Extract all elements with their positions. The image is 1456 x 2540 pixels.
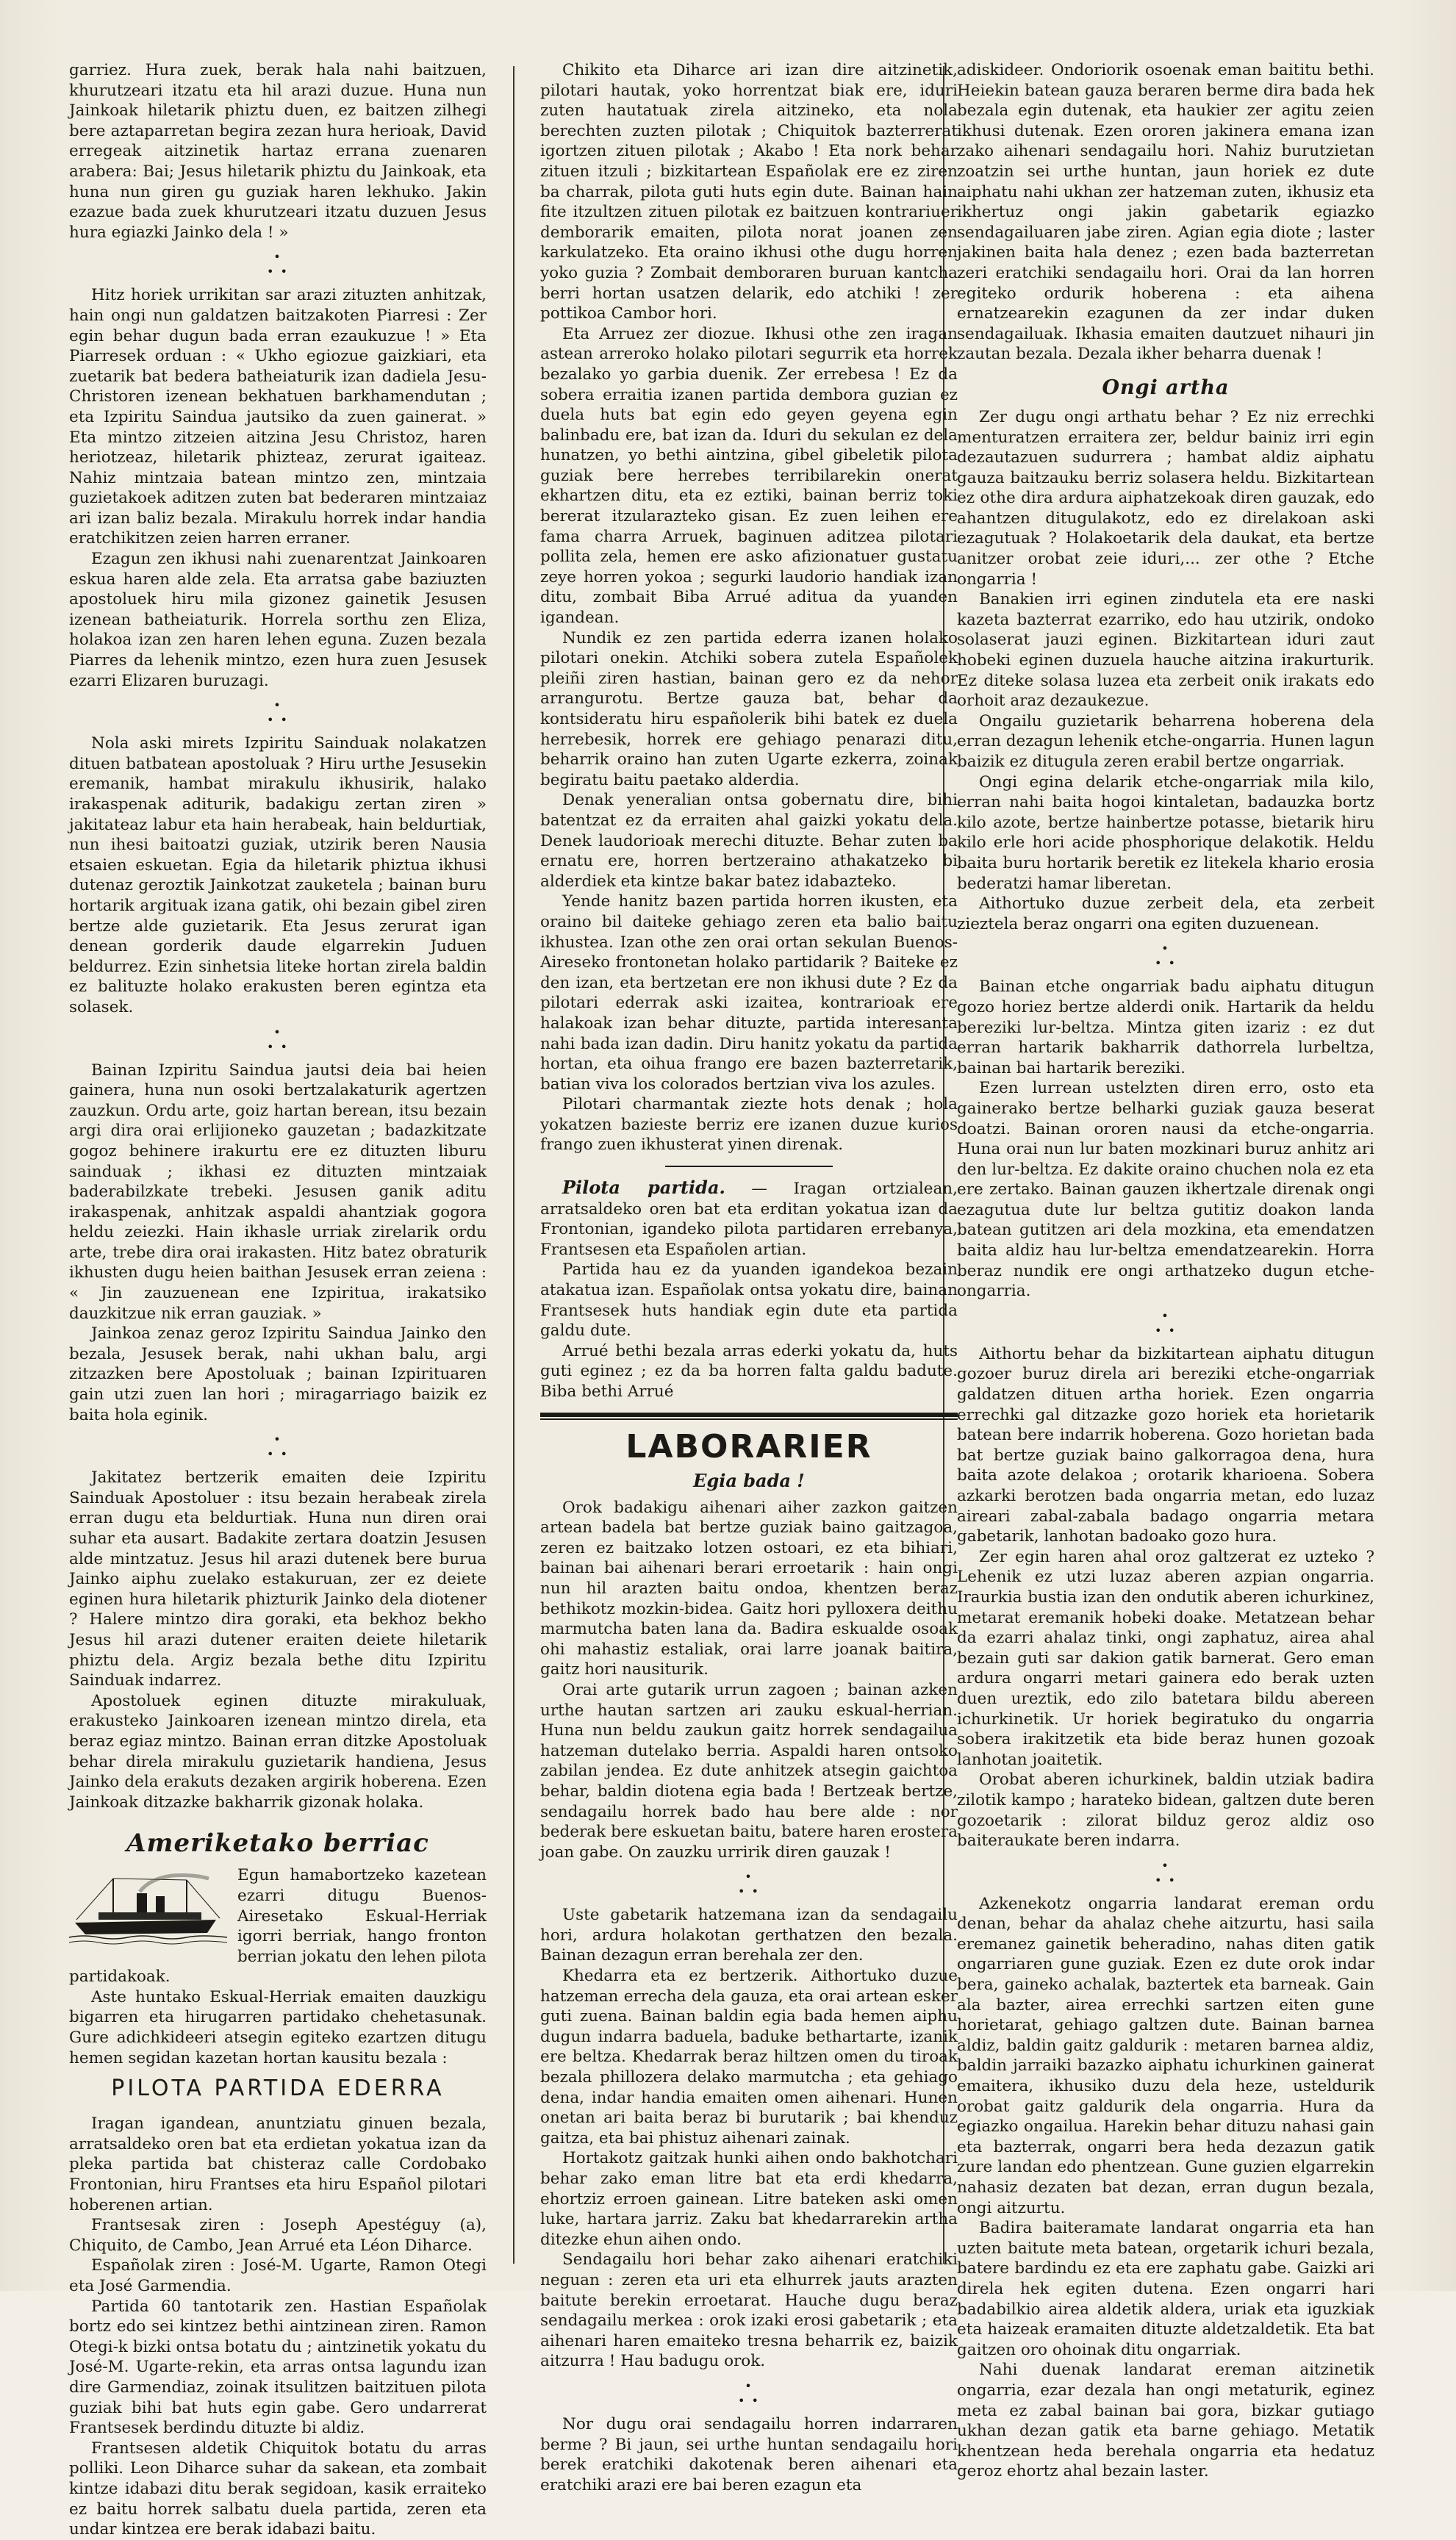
paragraph: Ezen lurrean ustelzten diren erro, osto eta gainerako bertze belharki guziak gauza beserat doatzi. Bainan ororen nausi da etche-ongarria. Huna orai nun lur baten mozkinari buruz anhitz ari den lur-beltza. Ez dakite oraino chuchen nola ez eta ere zertako. Bainan gauzen ikhertzale direnak ongi ezagutua dute lur beltza gutitiz doakon landa batean gutitzen ari dela mozkina, eta emendatzen baita aldiz hau lur-beltza emendatzearekin. Horra beraz nundik ere ongi arthatzeko dugun etche-ongarria. <box>957 1079 1374 1301</box>
paragraph: Badira baiteramate landarat ongarria eta han uzten baitute meta batean, orgetarik ichuri bezala, batere bardindu ez eta ere zaphatu gabe. Gaizki ari direla hek egiten dutena. Ezen ongarri hari badabilkio airea aldetik aldera, uriak eta iguzkiak eta haizeak eramaiten dituzte aldetzaldetik. Eta bat gaitzen oro ohoinak ditu ongarriak. <box>957 2219 1374 2359</box>
paragraph: Apostoluek eginen dituzte mirakuluak, erakusteko Jainkoaren izenean mintzo direla, eta beraz egiaz mintzo. Bainan erran ditzke Apostoluak behar direla mirakulu guzietarik handiena, Jesus Jainko dela erakuts dezaken argirik hoberena. Ezen Jainkoak ditzazke bakharrik gizonak holaka. <box>69 1691 487 1812</box>
paragraph: Ongi egina delarik etche-ongarriak mila kilo, erran nahi baita hogoi kintaletan, badauzka bortz kilo azote, bertze hainbertze potasse, bietarik hiru kilo erle hori acide phosphorique delakotik. Heldu baita buru hortarik beretik ez litekela khario erosia bederatzi hamar liberetan. <box>957 772 1374 893</box>
paragraph: Egun hamabortzeko kazetean ezarri ditugu Buenos-Airesetako Eskual-Herriak igorri berriak, hango fronton berrian jokatu den lehen pilota partidakoak. <box>69 1866 487 1987</box>
heavy-rule <box>540 1413 958 1417</box>
paragraph: adiskideer. Ondoriorik osoenak eman baititu bethi. Heiekin batean gauza beraren berme dira bada hek bezala egin dutenak, eta haukier zer agitu zeien ikhusi dutenak. Ezen ororen jakinera emana izan zako aihenari sendagailu hori. Nahiz burutzietan zoatzin sei urthe huntan, jaun horiek ez dute aiphatu nahi ukhan zer hatzeman zuten, ikhusiz eta ikhertuz ongi jakin gabetarik egiazko sendagailuaren jabe ziren. Agian egia diote ; laster jakinen baita hala denez ; ezen bada bazterretan zeri eratchiki sendagailu hori. Orai da lan horren egiteko ordurik hoberena : eta aihena ernatzearekin ezagunen da zer indar duken sendagailuak. Ikhasia emaiten dautzuet nihauri jin zautan bezala. Dezala ikher beharra duenak ! <box>957 61 1374 364</box>
divider <box>665 1166 832 1167</box>
paragraph: Azkenekotz ongarria landarat ereman ordu denan, behar da ahalaz chehe aitzurtu, hasi saila eremanez gainetik beheradino, nahas diten gatik ongarriaren gune guziak. Ezen ez dute orok indar bera, gaineko achalak, baztertek eta barneak. Gain ala bazter, airea errechki sartzen eiten gune horietarat, gehiago galtzen dute. Bainan barnea aldiz, baldin gaitz galdurik : metaren barnea aldiz, baldin jarraiki bazazko aiphatu ichurkinen gainerat emaitera, ikhusiko duzu dela heze, usteldurik orobat gaitz galdurik dela ongarria. Hura da egiazko ongailua. Harekin behar dituzu nahasi gain eta bazterrak, ongarri bera heda dezazun gatik zure landan edo phentzean. Gune guzien elgarrekin nahasiz dezaten bat dezan, erran dugun bezala, ongi aitzurtu. <box>957 1894 1374 2217</box>
section-heading-pilota: PILOTA PARTIDA EDERRA <box>111 2076 445 2102</box>
paragraph: Ezagun zen ikhusi nahi zuenarentzat Jainkoaren eskua haren alde zela. Eta arratsa gabe baziuzten apostoluek hiru mila gizonez gainetik Jesusen izenean batheiaturik. Horrela sorthu zen Eliza, holakoa izan zen haren lehen eguna. Zuzen bezala Piarres da lehenik mintzo, ezen hura zuen Jesusek ezarri Elizaren buruzagi. <box>69 550 487 690</box>
paragraph: Orobat aberen ichurkinek, baldin utziak badira zilotik kampo ; harateko bidean, galtzen dute beren gozoetarik : zilorat bilduz geroz aldiz oso baiteraukate beren indarra. <box>957 1771 1374 1851</box>
paragraph: Bainan Izpiritu Saindua jautsi deia bai heien gainera, huna nun osoki bertzalakaturik agertzen zauzkun. Ordu arte, goiz hartan berean, itsu bezain argi dira orai erlijioneko gauzetan ; badazkitzate gogoz behinere irakurtu ere ez dituzten liburu sainduak ; ikhasi ez dituzten mintzaiak baderabilzkate trebeki. Jesusen ganik aditu irakaspenak, anhitzak aspaldi ahantziak gogora heldu zeiezki. Hain ikhasle urriak zirelarik ordu arte, trebe dira orai irakasten. Hitz batez obraturik ikhusten dugu heien baithan Jesusek erran zeiena : « Jin zauzuenean ene Izpiritua, irakatsiko dauzkitzue nik erran gauziak. » <box>69 1061 487 1323</box>
paragraph: Banakien irri eginen zindutela eta ere naski kazeta bazterrat ezarriko, edo hau utzirik, ondoko solaserat jauzi eginen. Bizkitartean iduri zaut hobeki eginen duzuela hauche aitzina irakurturik. Ez diteke solasa luzea eta zerbeit onik irakats edo orhoit araz dezaukezue. <box>957 590 1374 711</box>
section-ornament: • • • <box>267 1432 289 1462</box>
section-heading-america: Ameriketako berriac <box>126 1829 429 1859</box>
paragraph: garriez. Hura zuek, berak hala nahi baitzuen, khurutzeari itzatu eta hil arazi duzue. Huna nun Jainkoak hiletarik phiztu duen, ez baitzen zilhegi bere aztaparretan begira zezan hura herioak, David erregeak aitzinetik hartaz errana zuenaren arabera: Bai; Jesus hiletarik phiztu du Jainkoak, eta huna nun giren gu guziak haren lekhuko. Jakin ezazue bada zuek khurutzeari itzatu duzuen Jesus hura egiazki Jainko dela ! » <box>69 61 487 242</box>
paragraph: Arrué bethi bezala arras ederki yokatu da, huts guti eginez ; ez da ba horren falta galdu badute. Biba bethi Arrué <box>540 1341 958 1401</box>
run-in-heading: Pilota partida. <box>562 1177 725 1199</box>
paragraph: Pilotari charmantak ziezte hots denak ; hola yokatzen bazieste berriz ere izanen duzue kurios frango zuen ikhusterat yinen direnak. <box>540 1095 958 1155</box>
section-ornament: • • • <box>1155 1308 1177 1338</box>
paragraph: Orai arte gutarik urrun zagoen ; bainan azken urthe hautan sartzen ari zauku eskual-herrian. Huna nun beldu zaukun gaitz horrek sendagailua hatzeman dutelako berria. Aspaldi haren ontsoko zabilan jendea. Ez dute anhitzek atsegin gaichtoa behar, baldin diotena egia bada ! Bertzeak bertze, sendagailu horrek bado hau bere alde : nor bederak bere eskuetan baitu, batere haren erostera joan gabe. On zauzku urririk diren gauzak ! <box>540 1680 958 1862</box>
paragraph: Frantsesak ziren : Joseph Apestéguy (a), Chiquito, de Cambo, Jean Arrué eta Léon Diharce. <box>69 2216 487 2255</box>
paragraph: Nola aski mirets Izpiritu Sainduak nolakatzen dituen batbatean apostoluak ? Hiru urthe Jesusekin eremanik, hambat mirakulu ikhusirik, halako irakaspenak aditurik, badakigu zertan ziren » jakitateaz labur eta hain herabeak, hain beldurtiak, nun ihesi baitoatzi guziak, utzirik beren Nausia etsaien eskuetan. Egia da hiletarik phiztua ikhusi dutenaz geroztik Jainkotzat zauketela ; bainan buru hortarik argituak izana gatik, ohi bezain gibel ziren bertze alde guzietarik. Eta Jesus zerurat igan denean gorderik daude elgarrekin Juduen beldurrez. Ezin sinhetsia liteke hortan zirela baldin ez balituzte holako erakusten beren egintza eta solasek. <box>69 734 487 1016</box>
paragraph: Frantsesen aldetik Chiquitok botatu du arras polliki. Leon Diharce suhar da sakean, eta zombait kintze idabazi ditu berak segidoan, kasik erraiteko ez baitu horrek salbatu duela partida, zeren eta undar kintzea ere berak idabazi baitu. <box>69 2439 487 2539</box>
paragraph: Uste gabetarik hatzemana izan da sendagailu hori, ardura holakotan gerthatzen den bezala. Bainan dezagun erran berehala zer den. <box>540 1906 958 1965</box>
section-ornament: • • • <box>267 698 289 728</box>
section-ornament: • • • <box>738 2378 760 2408</box>
paragraph: Zer dugu ongi arthatu behar ? Ez niz errechki menturatzen erraitera zer, beldur bainiz irri egin dezautazuen sudurrera ; hambat aldiz aiphatu gauza baitzauku berriz solasera heldu. Bizkitartean ez othe dira ardura aiphatzekoak diren gauzak, edo ahantzen ditugulakotz, edo ez direlakoan aski ezagutuak ? Holakoetarik dela daukat, eta bertze anitzer orobat zeie iduri,... zer othe ? Etche ongarria ! <box>957 407 1374 589</box>
paragraph: Orok badakigu aihenari aiher zazkon gaitzen artean badela bat bertze guziak baino gaitzagoa, zeren ez baitzako lotzen ostoari, ez eta bihiari, bainan bai aihenari berari erroetarik : hain ongi nun hil arazten baitu ondoa, khentzen beraz bethikotz mozkin-bidea. Gaitz hori pylloxera deithu marmutcha baten lana da. Badira eskualde osoak ohi mahastiz estaliak, orai larre joanak baitira, gaitz hori nausiturik. <box>540 1498 958 1679</box>
column-divider <box>513 66 514 2264</box>
section-heading-ongi-artha: Ongi artha <box>1102 376 1230 399</box>
paragraph: Khedarra eta ez bertzerik. Aithortuko duzue hatzeman errecha dela gauza, eta orai artean esker guti zuena. Bainan baldin egia bada hemen aiphu dugun indarra baduela, baduke bethartarte, izanik ere beltza. Khedarrak beraz hiltzen omen du tiroak bezala phillozera delako marmutcha ; eta gehiago dena, indar handia emaiten omen aihenari. Hunen onetan ari baita beraz bi burutarik ; bai khenduz gaitza, eta bai phistuz aihenari zainak. <box>540 1967 958 2148</box>
paragraph: Españolak ziren : José-M. Ugarte, Ramon Otegi eta José Garmendia. <box>69 2256 487 2295</box>
section-ornament: • • • <box>1155 941 1177 971</box>
paragraph: Jainkoa zenaz geroz Izpiritu Saindua Jainko den bezala, Jesusek berak, nahi ukhan balu, argi zitzazken bere Apostoluak ; bainan Izpirituaren gain utzi zuen lan hori ; miragarriago baizik ez baita hola eginik. <box>69 1324 487 1424</box>
paragraph: Denak yeneralian ontsa gobernatu dire, bihi batentzat ez da erraiten ahal gaizki yokatu dela. Denek laudorioak merechi dituzte. Behar zuten ba ernatu ere, horren bertzeraino athakatzeko bi alderdiek eta kintze bakar batez idabazteko. <box>540 791 958 891</box>
paragraph: Partida 60 tantotarik zen. Hastian Españolak bortz edo sei kintzez bethi aintzinean ziren. Ramon Otegi-k bizki ontsa botatu du ; aintzinetik yokatu du José-M. Ugarte-rekin, eta arras ontsa lagundu izan dire Garmendiaz, zoinak itsulitzen baitzituen pilota guziak bihi bat huts egin gabe. Gero undarrerat Frantsesek berdindu dituzte bi aldiz. <box>69 2297 487 2438</box>
steamship-illustration <box>69 1868 227 1948</box>
paragraph: Hortakotz gaitzak hunki aihen ondo bakhotchari behar zako eman litre bat eta erdi khedarra, ehortziz erroen gainean. Litre bateken aski omen luke, hartara jarriz. Zaku bat khedarrarekin artha ditezke ehun aihen ondo. <box>540 2149 958 2249</box>
column-2 <box>540 60 958 2494</box>
section-ornament: • • • <box>267 250 289 279</box>
paragraph: Nundik ez zen partida ederra izanen holako pilotari onekin. Atchiki sobera zutela Españolek pleiñi ziren hastian, bainan gero ez da nehor arrangurotu. Bertze gauza bat, behar da kontsideratu hiru españolerik bihi batek ez duela herrebesik, horrek ere gehiago penarazi ditu, beharrik oraino han zuten Ugarte ezkerra, zoinak begiratu baitu paetako alderdia. <box>540 628 958 789</box>
paragraph: Sendagailu hori behar zako aihenari eratchiki neguan : zeren eta uri eta elhurrek jauts arazten baitute berekin erroetarat. Hauche dugu beraz sendagailu merkea : orok izaki erosi gabetarik ; eta aihenari haren emaiteko tresna beharrik ez, baizik aitzurra ! Hau badugu orok. <box>540 2250 958 2371</box>
section-ornament: • • • <box>1155 1858 1177 1887</box>
paragraph: Jakitatez bertzerik emaiten deie Izpiritu Sainduak Apostoluer : itsu bezain herabeak zirela erran dugu eta beldurtiak. Huna nun diren orai suhar eta ausart. Badakite zertara doatzin Jesusen alde mintzatuz. Jesus hil arazi dutenek bere burua Jainko aiphu zuelako estakuruan, zer ez deiete eginen hura hiletarik phizturik Jainko dela diotener ? Halere mintzo dira goraki, eta bekhoz bekho Jesus hil arazi dutener eraiten deiete hiletarik phiztu dela. Argiz bezala bethe ditu Izpiritu Sainduak indarrez. <box>69 1468 487 1690</box>
paragraph: Aste huntako Eskual-Herriak emaiten dauzkigu bigarren eta hirugarren partidako chehetasunak. Gure adichkideeri atsegin egiteko ezartzen ditugu hemen segidan kazetan hortan kausitu bezala : <box>69 1987 487 2067</box>
thin-rule <box>540 1418 958 1420</box>
paragraph: Bainan etche ongarriak badu aiphatu ditugun gozo horiez bertze alderdi onik. Hartarik da heldu bereziki lur-beltza. Mintza giten izariz : ez dut erran hartarik bakharrik dathorrela lurbeltza, bainan bai hartarik bereziki. <box>957 977 1374 1077</box>
paragraph: Ongailu guzietarik beharrena hoberena dela erran dezagun lehenik etche-ongarria. Hunen lagun baizik ez ditugula zeren erabil bertze ongarriak. <box>957 711 1374 771</box>
paragraph: Eta Arruez zer diozue. Ikhusi othe zen iragan astean arreroko holako pilotari segurrik eta horrek bezalako yo garbia duenik. Zer errebesa ! Ez da sobera erraitia izanen partida dembora guzian ez duela huts bat egin edo geyen geyena egin balinbadu ere, bat izan da. Iduri du sekulan ez dela hunatzen, yo bethi aintzina, gibel gibeletik pilota guziak bere herrebes terribilarekin onerat ekhartzen ditu, eta ez eztiki, bainan berriz toki bererat itzularazteko gisan. Ez zuen leihen ere fama charra Arruek, baginuen aditzea pilotari pollita zela, hemen ere asko afizionatuer gustatu zeye horren yokoa ; segurki laudorio handiak izan ditu, zombait Biba Arrué aditua da yuanden igandean. <box>540 324 958 628</box>
column-3 <box>957 60 1374 2481</box>
article-title: Egia bada ! <box>693 1469 805 1491</box>
section-heading-laborarier: LABORARIER <box>625 1427 872 1465</box>
paragraph: Partida hau ez da yuanden igandekoa bezain atakatua izan. Españolak ontsa yokatu dire, bainan Frantsesek huts handiak egin dute eta partida galdu dute. <box>540 1260 958 1341</box>
section-ornament: • • • <box>738 1870 760 1899</box>
column-1 <box>69 60 487 2539</box>
paragraph: Aithortuko duzue zerbeit dela, eta zerbeit zieztela beraz ongarri ona egiten duzuenean. <box>957 894 1374 933</box>
paragraph-text: — Iragan ortzialean, arratsaldeko oren bat eta erditan yokatua izan da Frontonian, igandeko pilota partidaren errebanya, Frantsesen eta Españolen artian. <box>540 1180 958 1259</box>
paragraph: Nor dugu orai sendagailu horren indarraren berme ? Bi jaun, sei urthe huntan sendagailu hori berek eratchiki dakotenak beren aihenari eta eratchiki arazi ere bai beren ezagun eta <box>540 2414 958 2494</box>
paragraph: Zer egin haren ahal oroz galtzerat ez uzteko ? Lehenik ez utzi luzaz aberen azpian ongarria. Iraurkia bustia izan den ondutik aberen ichurkinez, metarat eremanik hobeki doake. Metatzean behar da ezarri ahalaz tinki, ongi zaphatuz, airea ahal bezain guti sar dakion gatik barnerat. Gero eman ardura ongarri metari gainera edo berak uzten duen ureztik, edo zilo batetara bildu abereen ichurkinetik. Ur horiek begiratuko du ongarria sobera irakitzetik eta bide beraz hunen gozoak lanhotan joaitetik. <box>957 1547 1374 1769</box>
paragraph: Yende hanitz bazen partida horren ikusten, eta oraino bil daiteke gehiago zeren eta balio baitu ikhustea. Izan othe zen orai ortan sekulan Buenos-Aireseko frontonetan holako partidarik ? Baiteke ez den izan, eta bertzetan ere non ikhusi dute ? Ez da pilotari ederrak aski izaitea, kontrarioak ere halakoak izan behar dituzte, partida interesanta nahi bada izan dadin. Diru hanitz yokatu da partida hortan, eta oihua frango ere bazen bazterretarik, batian viva los colorados bertzian viva los azules. <box>540 892 958 1094</box>
paragraph: Aithortu behar da bizkitartean aiphatu ditugun gozoer buruz direla ari bereziki etche-ongarriak galdatzen dituen artha horiek. Ezen ongarria errechki gal ditzazke gozo horiek eta horietarik batean bere indarrik hoberena. Gozo horietan bada bat bertze guziak baino galkorragoa dena, hura baita azote delakoa ; orotarik kharioena. Sobera azkarki berotzen bada ongarria metan, edo luzaz aireari zabal-zabala badago ongarria metara gabetarik, lanhotan badoako gozo hura. <box>957 1344 1374 1546</box>
section-ornament: • • • <box>267 1025 289 1054</box>
paragraph: Chikito eta Diharce ari izan dire aitzinetik, pilotari hautak, yoko horrentzat biak ere, iduri zuten hautatuak zirela aitzineko, eta nola berechten zuzten pilotak ; Chiquitok bazterrerat igortzen zituen pilotak ; Akabo ! Eta nork behar zituen itzuli ; bizkitartean Españolak ere ez ziren ba charrak, pilota guti huts egin dute. Bainan hain fite itzultzen zituen pilotak ez baitzuen kontrariuer demborarik emaiten, pilota norat joanen zen karkulatzeko. Eta oraino ikhusi othe dugu horren yoko guzia ? Zombait demboraren buruan kantcha berri hortan usatzen delarik, edo atchiki ! zer pottikoa Cambor hori. <box>540 61 958 323</box>
paragraph: Hitz horiek urrikitan sar arazi zituzten anhitzak, hain ongi nun galdatzen baitzakoten Piarresi : Zer egin behar dugun bada erran ezaukuzue ! » Eta Piarresek orduan : « Ukho egiozue gaizkiari, eta zuetarik bat bedera batheiaturik izan dadiela Jesu-Christoren izenean bekhatuen barkhamendutan ; eta Izpiritu Saindua jautsiko da zuen gainerat. » Eta mintzo zitzeien aitzina Jesu Christoz, haren heriotzeaz, hiletarik phizteaz, zerurat igaiteaz. Nahiz mintzaia batean mintzo zen, mintzaia guzietakoek aditzen zuten bat bederaren mintzaiaz ari izan baliz bezala. Mirakulu horrek indar handia eratchikitzen zeien harren erraner. <box>69 286 487 548</box>
paragraph: Nahi duenak landarat ereman aitzinetik ongarria, ezar dezala han ongi metaturik, eginez meta ez zabal bainan bai gora, bizkar gutiago ukhan dezan gatik eta barne gehiago. Metatik khentzean heda berehala ongarria eta hedatuz geroz ehortz ahal bezain laster. <box>957 2361 1374 2481</box>
paragraph: Iragan igandean, anuntziatu ginuen bezala, arratsaldeko oren bat eta erdietan yokatua izan da pleka partida bat chisteraz calle Cordobako Frontonian, hiru Frantses eta hiru Español pilotari hoberenen artian. <box>69 2114 487 2214</box>
